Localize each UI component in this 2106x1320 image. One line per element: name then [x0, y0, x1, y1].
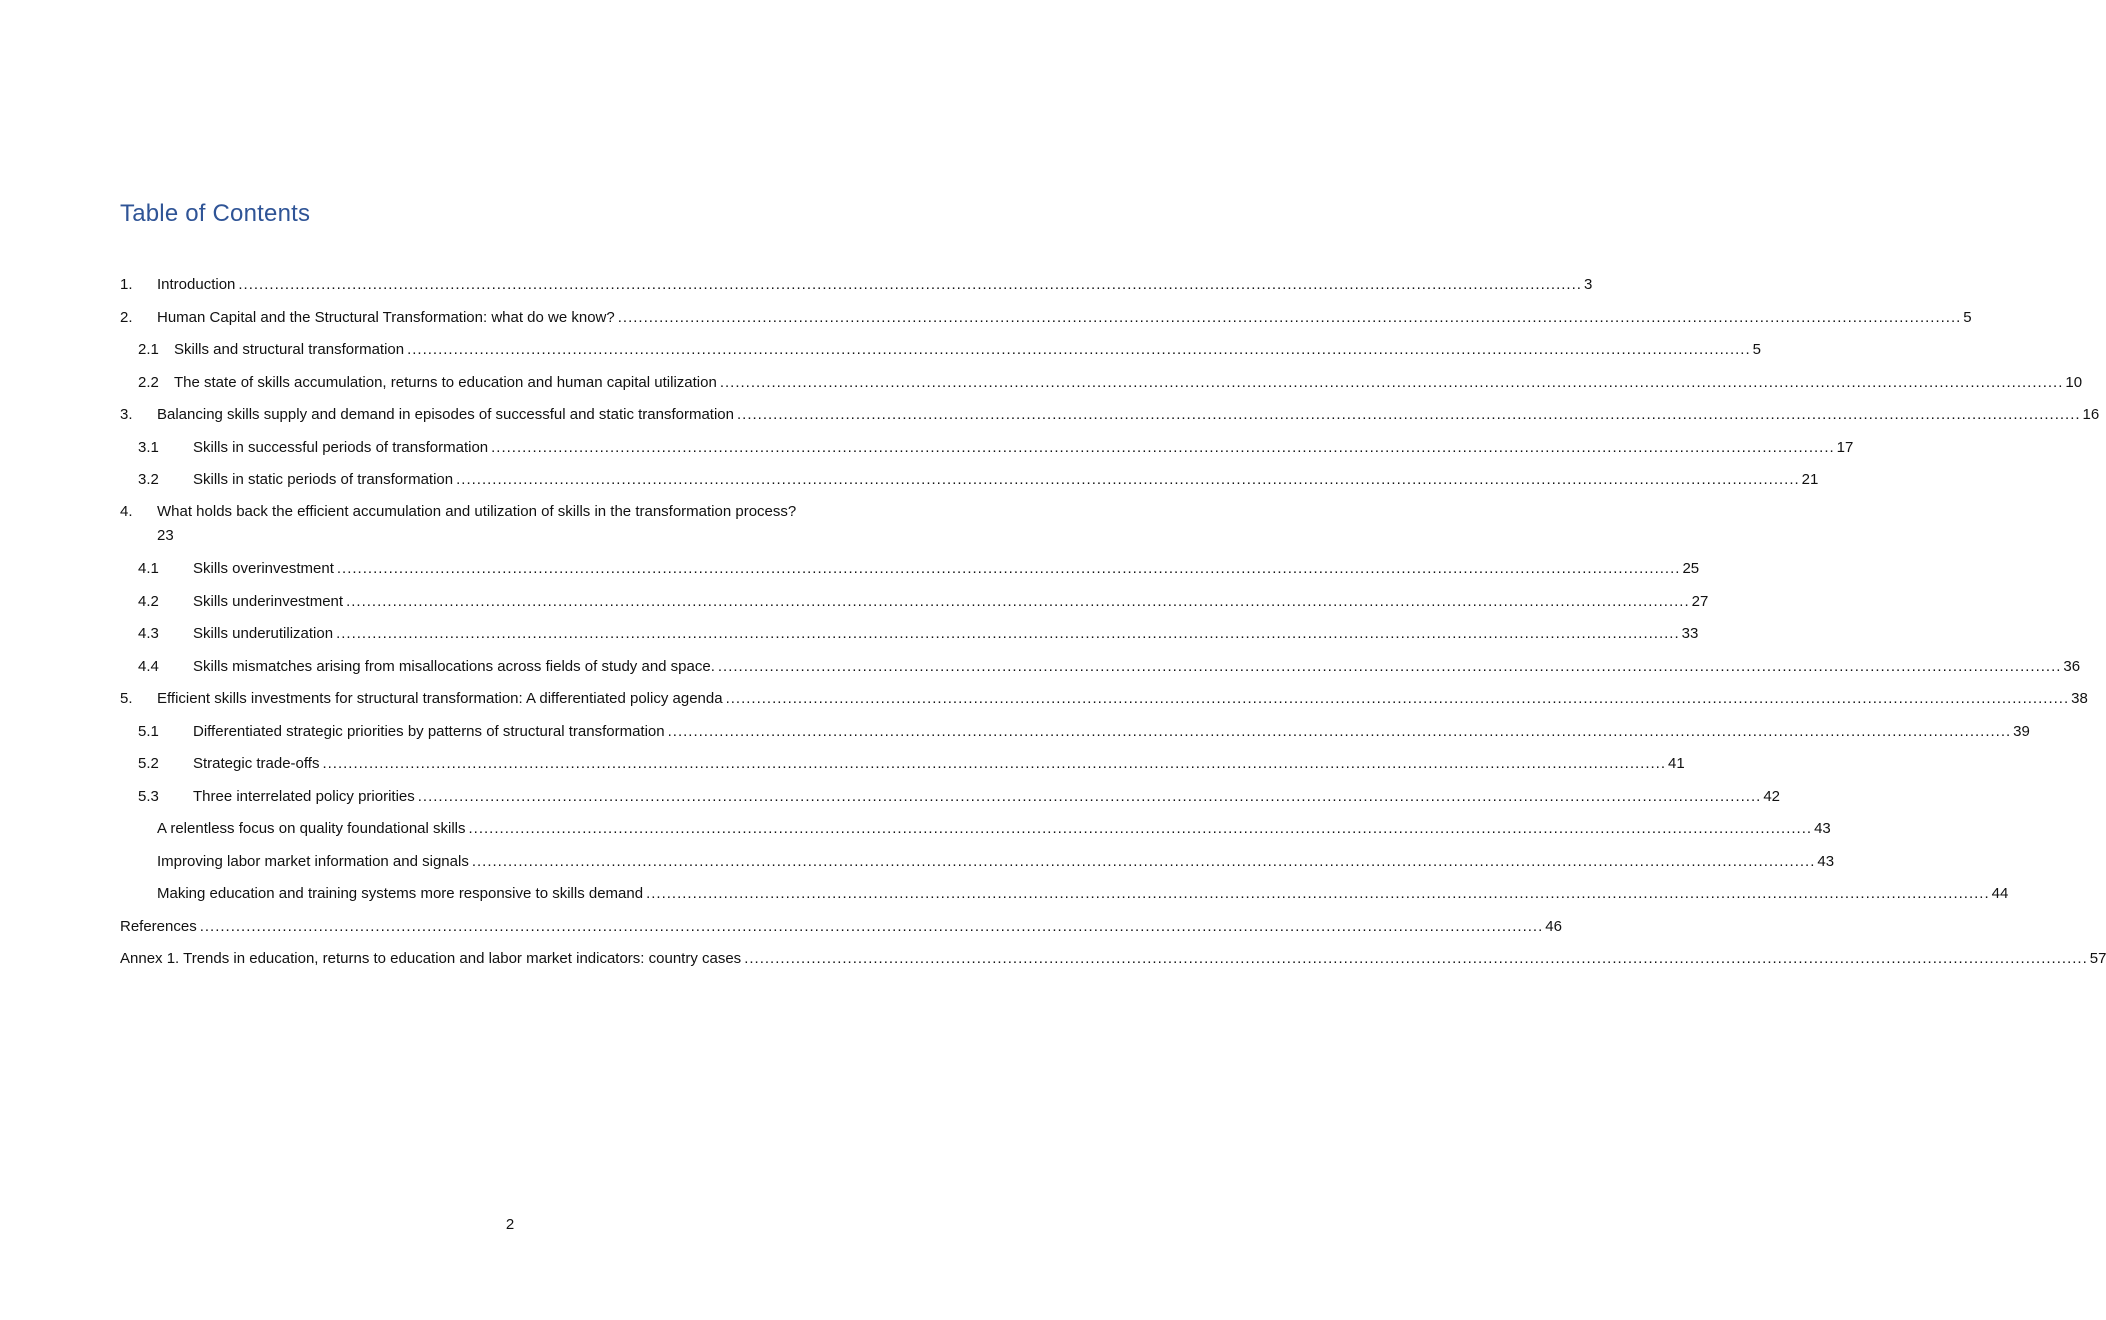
toc-entry-page: 10	[2065, 373, 2083, 391]
toc-entry-title: Skills in successful periods of transformation	[193, 438, 489, 456]
toc-entry-title: Skills underutilization	[193, 625, 334, 642]
toc-entry-number: 1.	[120, 276, 133, 293]
toc-entry-foundational-skills[interactable]	[120, 816, 1831, 849]
dot-leader	[407, 337, 1751, 363]
toc-entry-number: 4.	[120, 502, 133, 520]
dot-leader	[646, 881, 1990, 907]
toc-entry-number: 2.2	[138, 373, 159, 391]
toc-entry-page: 43	[1817, 852, 1835, 870]
toc-entry-section-5-1[interactable]	[120, 719, 2030, 752]
toc-entry-page: 27	[1691, 592, 1709, 610]
toc-entry-chapter-4[interactable]	[120, 500, 900, 557]
toc-entry-title: Making education and training systems more responsive to skills demand	[157, 885, 644, 902]
toc-entry-page: 57	[2089, 950, 2106, 967]
toc-entry-title: Skills mismatches arising from misallocations across fields of study and space.	[193, 657, 715, 675]
dot-leader	[346, 589, 1690, 615]
toc-entry-section-3-2[interactable]	[120, 467, 1819, 500]
dot-leader	[337, 556, 1681, 582]
toc-entry-section-4-1[interactable]	[120, 556, 1700, 589]
toc-entry-number: 3.1	[138, 438, 159, 456]
toc-entry-title: References	[120, 917, 197, 935]
toc-entry-title: Introduction	[157, 276, 236, 293]
dot-leader	[322, 751, 1666, 777]
toc-entry-section-2-1[interactable]	[120, 337, 1761, 370]
toc-entry-number: 4.1	[138, 560, 159, 577]
toc-entry-title: Skills overinvestment	[193, 560, 334, 577]
table-of-contents	[120, 272, 2106, 979]
dot-leader	[744, 946, 2088, 972]
toc-entry-page: 5	[1752, 341, 1761, 358]
toc-entry-page: 44	[1991, 885, 2009, 902]
toc-entry-introduction[interactable]	[120, 272, 1593, 305]
toc-entry-section-4-4[interactable]	[120, 654, 2081, 687]
dot-leader	[726, 686, 2070, 712]
toc-entry-number: 4.2	[138, 592, 159, 610]
toc-entry-title: Efficient skills investments for structural transformation: A differentiated policy agenda	[157, 690, 723, 707]
toc-entry-annex-1[interactable]	[120, 946, 2106, 979]
toc-entry-title: Differentiated strategic priorities by patterns of structural transformation	[193, 722, 665, 740]
page-number: 2	[505, 1216, 515, 1233]
toc-entry-page: 25	[1682, 560, 1700, 577]
toc-entry-title: Skills and structural transformation	[174, 341, 405, 358]
dot-leader	[336, 621, 1680, 647]
toc-entry-page: 17	[1836, 438, 1854, 456]
toc-entry-title: Skills underinvestment	[193, 592, 344, 610]
toc-entry-title: Annex 1. Trends in education, returns to education and labor market indicators: country cases	[120, 950, 742, 967]
dot-leader	[720, 370, 2064, 396]
dot-leader	[718, 654, 2062, 680]
toc-entry-number: 2.1	[138, 341, 159, 358]
dot-leader	[472, 849, 1816, 875]
toc-entry-references[interactable]	[120, 914, 1562, 947]
page-title: Table of Contents	[120, 200, 311, 227]
toc-entry-page: 39	[2013, 722, 2030, 740]
toc-entry-number: 5.	[120, 690, 133, 707]
toc-entry-page: 21	[1801, 471, 1819, 488]
toc-entry-title: Human Capital and the Structural Transformation: what do we know?	[157, 308, 615, 326]
dot-leader	[418, 784, 1762, 810]
toc-entry-section-2-2[interactable]	[120, 370, 2083, 403]
toc-entry-section-4-2[interactable]	[120, 589, 1709, 622]
toc-entry-page: 16	[2082, 406, 2100, 423]
toc-entry-page: 42	[1763, 787, 1780, 805]
toc-entry-section-3-1[interactable]	[120, 435, 1854, 468]
toc-entry-section-5-3[interactable]	[120, 784, 1780, 817]
toc-entry-responsive-systems[interactable]	[120, 881, 2009, 914]
toc-entry-page: 3	[1583, 276, 1593, 293]
dot-leader	[618, 305, 1962, 331]
toc-entry-number: 5.3	[138, 787, 159, 805]
dot-leader	[469, 816, 1813, 842]
toc-entry-title: The state of skills accumulation, returns to education and human capital utilization	[174, 373, 717, 391]
toc-entry-number: 3.2	[138, 471, 159, 488]
toc-entry-chapter-5[interactable]	[120, 686, 2088, 719]
dot-leader	[456, 467, 1800, 493]
toc-entry-page: 36	[2063, 657, 2081, 675]
toc-entry-title: Three interrelated policy priorities	[193, 787, 415, 805]
toc-entry-number: 5.2	[138, 755, 159, 772]
toc-entry-number: 3.	[120, 406, 133, 423]
toc-entry-section-5-2[interactable]	[120, 751, 1685, 784]
dot-leader	[737, 402, 2081, 428]
toc-entry-number: 5.1	[138, 722, 159, 740]
toc-entry-title: Improving labor market information and signals	[157, 852, 469, 870]
toc-entry-page: 46	[1545, 917, 1562, 935]
dot-leader	[491, 435, 1835, 461]
toc-entry-page: 38	[2071, 690, 2088, 707]
toc-entry-title: Balancing skills supply and demand in episodes of successful and static transformation	[157, 406, 734, 423]
toc-entry-title: A relentless focus on quality foundational skills	[157, 820, 466, 837]
toc-entry-chapter-3[interactable]	[120, 402, 2100, 435]
toc-entry-labor-market-information[interactable]	[120, 849, 1835, 882]
toc-entry-number: 4.3	[138, 625, 159, 642]
toc-entry-title: Skills in static periods of transformation	[193, 471, 454, 488]
dot-leader	[238, 272, 1582, 298]
toc-entry-number: 4.4	[138, 657, 159, 675]
dot-leader	[668, 719, 2012, 745]
toc-entry-page: 41	[1668, 755, 1685, 772]
toc-entry-section-4-3[interactable]	[120, 621, 1699, 654]
toc-entry-number: 2.	[120, 308, 133, 326]
toc-entry-page: 33	[1681, 625, 1699, 642]
toc-entry-chapter-2[interactable]	[120, 305, 1972, 338]
toc-entry-title: What holds back the efficient accumulation and utilization of skills in the transformation process?	[157, 502, 797, 520]
dot-leader	[200, 914, 1544, 940]
toc-entry-page: 43	[1814, 820, 1831, 837]
toc-entry-title: Strategic trade-offs	[193, 755, 320, 772]
toc-entry-page: 5	[1963, 308, 1972, 326]
toc-entry-page: 23	[157, 526, 174, 544]
